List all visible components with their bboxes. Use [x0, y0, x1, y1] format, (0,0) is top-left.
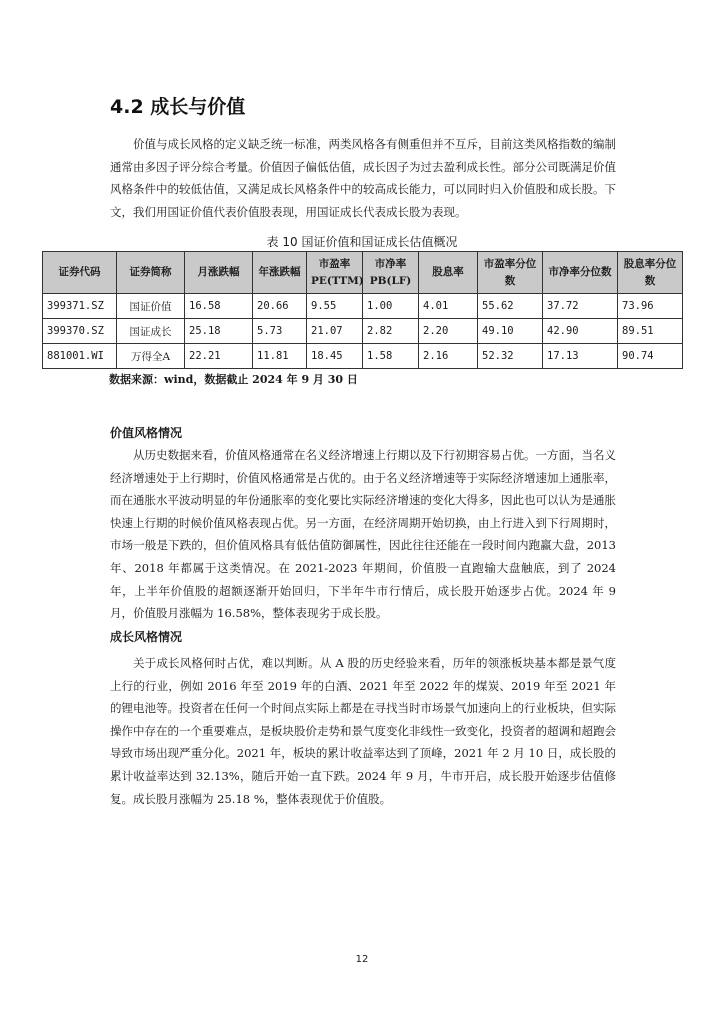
table-cell: 881001.WI	[43, 344, 117, 369]
table-cell: 25.18	[185, 319, 253, 344]
table-cell: 万得全A	[117, 344, 185, 369]
table-cell: 国证成长	[117, 319, 185, 344]
table-source-note: 数据来源：wind，数据截止 2024 年 9 月 30 日	[109, 373, 358, 386]
table-cell: 52.32	[478, 344, 543, 369]
table-cell: 22.21	[185, 344, 253, 369]
table-cell: 2.16	[419, 344, 478, 369]
table-cell: 89.51	[618, 319, 683, 344]
table-header-row	[43, 252, 683, 294]
table-cell: 42.90	[543, 319, 618, 344]
table-cell: 399370.SZ	[43, 319, 117, 344]
table-cell: 9.55	[307, 294, 363, 319]
valuation-table	[42, 251, 683, 369]
table-cell: 16.58	[185, 294, 253, 319]
value-style-heading: 价值风格情况	[110, 426, 183, 440]
header-cell: 月涨跌幅	[185, 252, 253, 294]
table-cell: 11.81	[253, 344, 307, 369]
growth-style-paragraph: 关于成长风格何时占优，难以判断。从 A 股的历史经验来看，历年的领涨板块基本都是景气度上行的行业，例如 2016 年至 2019 年的白酒、2021 年至 2022 年的煤炭、2019 年至 2021 年的锂电池等。投资者在任何一个时间点实际上都是在寻找当时市场景气加速向上的行业板块，但实际操作中存在的一个重要难点，是板块股价走势和景气度变化非线性一致变化，投资者的超调和超跑会导致市场出现严重分化。2021 年，板块的累计收益率达到了顶峰，2021 年 2 月 10 日，成长股的累计收益率达到 32.13%，随后开始一直下跌。2024 年 9 月，牛市开启，成长股开始逐步估值修复。成长股月涨幅为 25.18 %，整体表现优于价值股。	[110, 656, 616, 806]
table-row	[43, 319, 683, 344]
table-cell: 17.13	[543, 344, 618, 369]
header-cell: 市盈率分位数	[478, 252, 543, 294]
table-cell: 55.62	[478, 294, 543, 319]
table-cell: 1.00	[363, 294, 419, 319]
table-cell: 1.58	[363, 344, 419, 369]
growth-style-heading: 成长风格情况	[110, 630, 183, 644]
header-cell: 年涨跌幅	[253, 252, 307, 294]
intro-paragraph: 价值与成长风格的定义缺乏统一标准，两类风格各有侧重但并不互斥，目前这类风格指数的编制通常由多因子评分综合考量。价值因子偏低估值，成长因子为过去盈利成长性。部分公司既满足价值风格条件中的较低估值，又满足成长风格条件中的较高成长能力，可以同时归入价值股和成长股。下文，我们用国证价值代表价值股表现，用国证成长代表成长股为表现。	[110, 137, 616, 219]
header-cell: 证券代码	[43, 252, 117, 294]
table-cell: 399371.SZ	[43, 294, 117, 319]
table-cell: 49.10	[478, 319, 543, 344]
table-cell: 2.20	[419, 319, 478, 344]
table-cell: 37.72	[543, 294, 618, 319]
table-cell: 4.01	[419, 294, 478, 319]
header-cell: 市净率分位数	[543, 252, 618, 294]
header-cell: 股息率分位数	[618, 252, 683, 294]
table-cell: 90.74	[618, 344, 683, 369]
value-style-paragraph: 从历史数据来看，价值风格通常在名义经济增速上行期以及下行初期容易占优。一方面，当名义经济增速处于上行期时，价值风格通常是占优的。由于名义经济增速等于实际经济增速加上通胀率，而在通胀水平波动明显的年份通胀率的变化要比实际经济增速的变化大得多，因此也可以认为是通胀快速上行期的时候价值风格表现占优。另一方面，在经济周期开始切换，由上行进入到下行周期时，市场一般是下跌的，但价值风格具有低估值防御属性，因此往往还能在一段时间内跑赢大盘，2013 年、2018 年都属于这类情况。在 2021-2023 年期间，价值股一直跑输大盘触底，到了 2024 年，上半年价值股的超额逐渐开始回归，下半年牛市行情后，成长股开始逐步占优。2024 年 9 月，价值股月涨幅为 16.58%，整体表现劣于成长股。	[110, 448, 616, 621]
table-cell: 73.96	[618, 294, 683, 319]
header-cell: 证券简称	[117, 252, 185, 294]
table-cell: 2.82	[363, 319, 419, 344]
header-cell: 股息率	[419, 252, 478, 294]
header-cell: 市净率PB(LF)	[363, 252, 419, 294]
header-cell: 市盈率PE(TTM)	[307, 252, 363, 294]
table-cell: 20.66	[253, 294, 307, 319]
table-cell: 国证价值	[117, 294, 185, 319]
table-cell: 5.73	[253, 319, 307, 344]
table-cell: 18.45	[307, 344, 363, 369]
table-row	[43, 294, 683, 319]
table-cell: 21.07	[307, 319, 363, 344]
page-number: 12	[355, 954, 369, 965]
table-caption: 表 10 国证价值和国证成长估值概况	[266, 235, 458, 249]
table-row	[43, 344, 683, 369]
section-heading: 4.2 成长与价值	[110, 96, 246, 118]
